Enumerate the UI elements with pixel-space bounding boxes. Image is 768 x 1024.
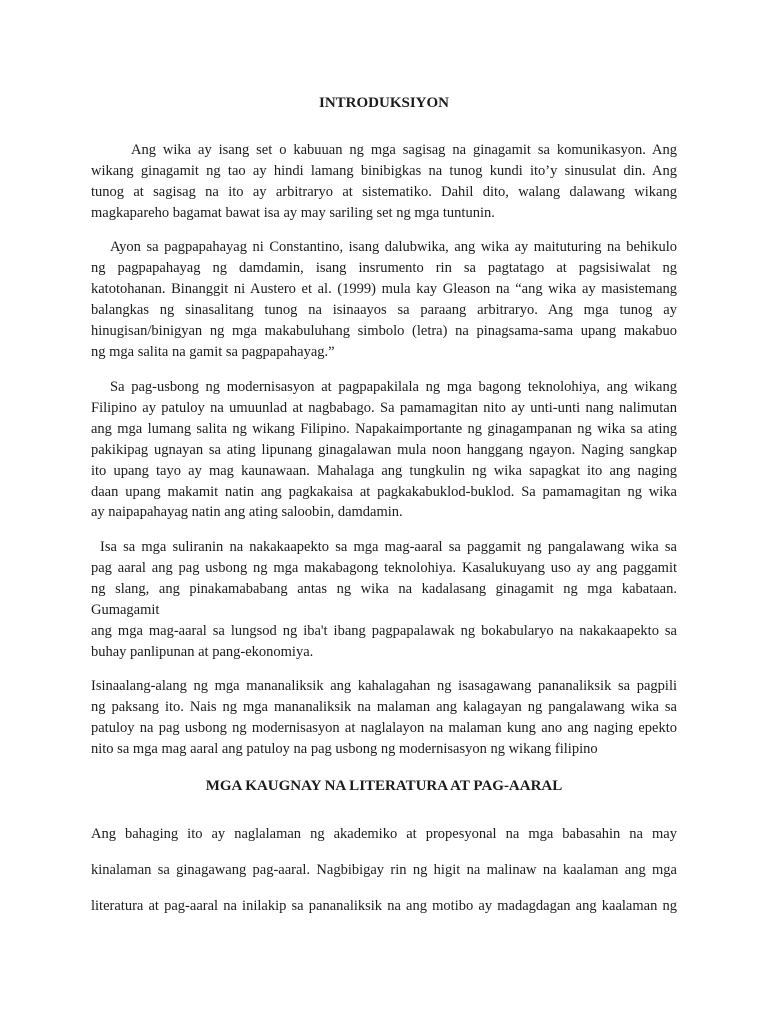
paragraph-line: kinalaman sa ginagawang pag-aaral. Nagbibigay rin ng higit na malinaw na kaalaman ang mga [91,862,677,878]
paragraph-line: pag aaral ang pag usbong ng mga makabagong teknolohiya. Kasalukuyang uso ay ang paggamit [91,559,677,576]
paragraph-line: ay naipapahayag natin ang ating saloobin, damdamin. [91,504,403,521]
paragraph-line: daan upang makamit natin ang pagkakaisa at pagkakabuklod-buklod. Sa pamamagitan ng wika [91,483,677,500]
paragraph-line: ang mga lumang salita ng wikang Filipino. Napakaimportante ng ginagampanan ng wika sa ating [91,420,677,437]
intro-paragraph-1 [91,140,677,224]
intro-paragraph-3 [91,377,677,523]
paragraph-line: katotohanan. Binanggit ni Austero et al. (1999) mula kay Gleason na “ang wika ay masistemang [91,280,677,297]
paragraph-line: pakikipag ugnayan sa ating lipunang ginagalawan mula noon hanggang ngayon. Naging sangkap [91,441,677,458]
paragraph-line: patuloy na pag usbong ng modernisasyon at naglalayon na malaman kung ano ang naging epekto [91,719,677,736]
paragraph-line: ng slang, ang pinakamababang antas ng wika na kadalasang ginagamit ng mga kabataan. [91,580,677,597]
paragraph-line: Filipino ay patuloy na umuunlad at nagbabago. Sa pamamagitan nito ay unti-unti nang nalimutan [91,399,677,416]
paragraph-line: ng paksang ito. Nais ng mga mananaliksik na malaman ang kalagayan ng pangalawang wika sa [91,698,677,715]
paragraph-line: literatura at pag-aaral na inilakip sa pananaliksik na ang motibo ay madagdagan ang kaalaman ng [91,898,677,914]
paragraph-line: ito upang tayo ay mag kaunawaan. Mahalaga ang tungkulin ng wika sapagkat ito ang naging [91,462,677,479]
section-heading: MGA KAUGNAY NA LITERATURA AT PAG-AARAL [205,778,563,794]
paragraph-line: ang mga mag-aaral sa lungsod ng iba't ibang pagpapalawak ng bokabularyo na nakakaapekto sa [91,622,677,639]
paragraph-line: buhay panlipunan at pang-ekonomiya. [91,643,314,660]
paragraph-line: balangkas ng sinasalitang tunog na isinaayos sa paraang arbitraryo. Ang mga tunog ay [91,301,677,318]
paragraph-line: magkapareho bagamat bawat isa ay may sariling set ng mga tuntunin. [91,204,495,221]
literature-paragraph-1 [91,816,677,924]
paragraph-line: Ang bahaging ito ay naglalaman ng akademiko at propesyonal na mga babasahin na may [91,826,677,842]
paragraph-line: ng pagpapahayag ng damdamin, isang insrumento rin sa pagtatago at pagsisiwalat ng [91,259,677,276]
paragraph-line: Ayon sa pagpapahayag ni Constantino, isang dalubwika, ang wika ay maituturing na behikulo [110,239,677,255]
paragraph-line: Gumagamit [91,601,160,618]
intro-paragraph-2 [91,237,677,362]
paragraph-line: tunog at sagisag na ito ay arbitraryo at sistematiko. Dahil dito, walang dalawang wikang [91,183,677,200]
paragraph-line: ng mga salita na gamit sa pagpapahayag.” [91,343,335,360]
intro-paragraph-5 [91,676,677,760]
page-title: INTRODUKSIYON [318,95,450,111]
paragraph-line: Sa pag-usbong ng modernisasyon at pagpapakilala ng mga bagong teknolohiya, ang wikang [110,379,677,395]
paragraph-line: Ang wika ay isang set o kabuuan ng mga sagisag na ginagamit sa komunikasyon. Ang [131,142,677,158]
paragraph-line: Isa sa mga suliranin na nakakaapekto sa mga mag-aaral sa paggamit ng pangalawang wika sa [100,539,677,555]
intro-paragraph-4 [91,537,677,662]
paragraph-line: nito sa mga mag aaral ang patuloy na pag usbong ng modernisasyon ng wikang filipino [91,740,598,757]
paragraph-line: hinugisan/binigyan ng mga makabuluhang simbolo (letra) na pinagsama-sama upang makabuo [91,322,677,339]
paragraph-line: Isinaalang-alang ng mga mananaliksik ang kahalagahan ng isasagawang pananaliksik sa pagpili [91,678,677,694]
paragraph-line: wikang ginagamit ng tao ay hindi lamang binibigkas na tunog kundi ito’y sinusulat din. Ang [91,162,677,179]
